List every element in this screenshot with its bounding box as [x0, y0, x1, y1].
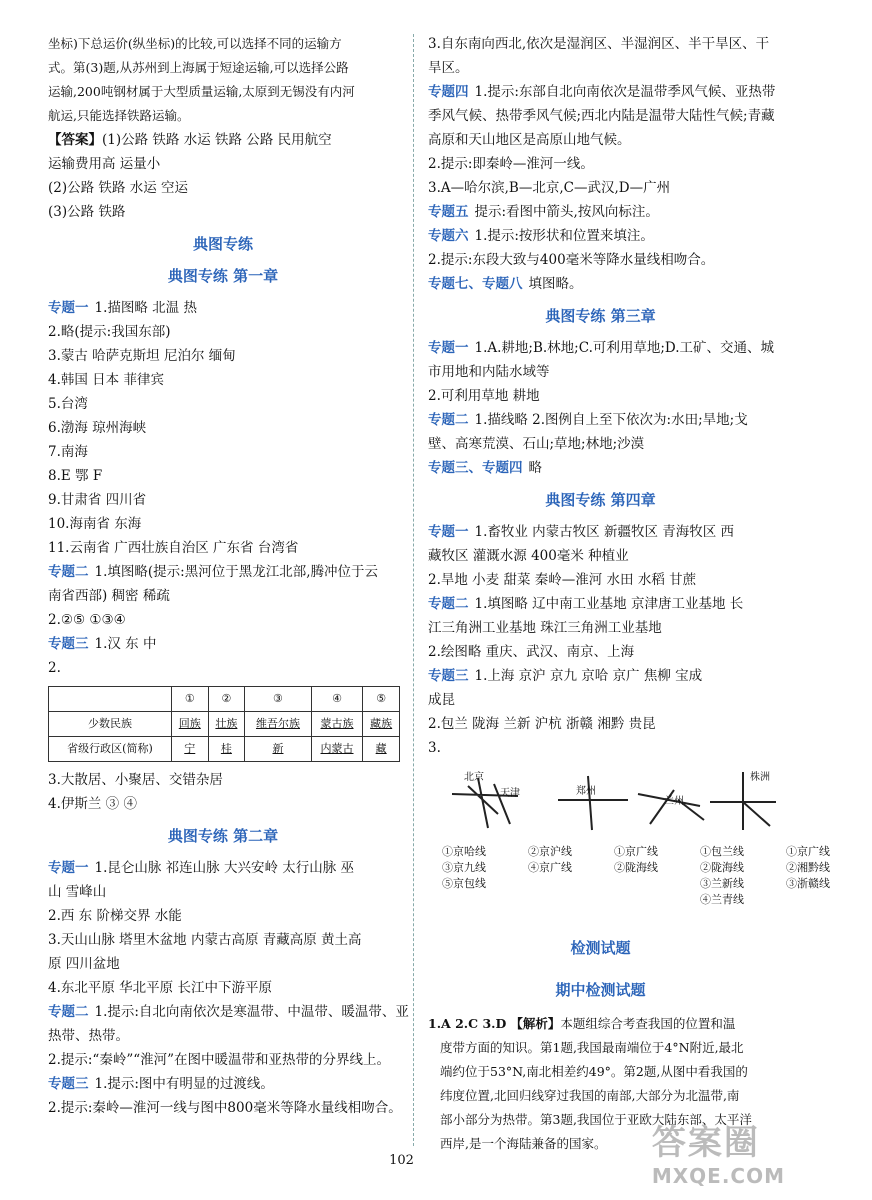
topic-tag: 专题一 [428, 340, 469, 356]
railway-sketch [438, 766, 778, 836]
legend-item: ③兰新线 [700, 877, 744, 890]
list-item [428, 80, 776, 104]
list-item-text: 提示:看图中箭头,按风向标注。 [474, 204, 659, 220]
chapter3-title: 典图专练 第三章 [545, 307, 656, 325]
analysis-line: 西岸,是一个海陆兼备的国家。 [440, 1136, 607, 1151]
list-item [48, 656, 398, 680]
list-item [48, 560, 398, 584]
answer-label: 【答案】 [48, 132, 102, 148]
list-item [48, 1000, 409, 1024]
list-item-text: 2.略(提示:我国东部) [48, 324, 171, 340]
list-item [428, 384, 773, 408]
analysis-line: 部小部分为热带。第3题,我国位于亚欧大陆东部、太平洋 [440, 1112, 752, 1127]
list-item-text: 1.提示:自北向南依次是寒温带、中温带、暖温带、亚 [94, 1004, 409, 1020]
list-item-text: 3. [428, 740, 441, 756]
legend-item: ②陇海线 [700, 861, 744, 874]
answer-line: (2)公路 铁路 水运 空运 [48, 180, 188, 196]
rail-city: 北京 [464, 772, 484, 783]
table-cell: ④ [311, 687, 363, 712]
list-item-text: 藏牧区 灌溉水源 400毫米 种植业 [428, 548, 629, 564]
list-item-text: 4.韩国 日本 菲律宾 [48, 372, 164, 388]
table-cell: ⑤ [363, 687, 400, 712]
list-item [428, 456, 773, 480]
topic-tag: 专题四 [428, 84, 469, 100]
legend-item: ②湘黔线 [786, 861, 830, 874]
list-item [428, 128, 773, 152]
list-item [48, 464, 398, 488]
table-cell [49, 687, 172, 712]
list-item [428, 688, 773, 712]
topic-tag: 专题一 [48, 300, 89, 316]
list-item-text: 原 四川盆地 [48, 956, 120, 972]
list-item-text: 3.自东南向西北,依次是湿润区、半湿润区、半干旱区、干 [428, 36, 770, 52]
list-item-text: 壁、高寒荒漠、石山;草地;林地;沙漠 [428, 436, 645, 452]
list-item [428, 568, 773, 592]
list-item [48, 536, 398, 560]
list-item-text: 2.提示:“秦岭”“淮河”在图中暖温带和亚热带的分界线上。 [48, 1052, 391, 1068]
list-item [428, 200, 773, 224]
list-item [428, 104, 773, 128]
list-item [48, 584, 398, 608]
list-item [428, 592, 773, 616]
topic-tag: 专题二 [428, 596, 469, 612]
list-item [48, 344, 398, 368]
list-item [48, 488, 398, 512]
topic-tag: 专题三、专题四 [428, 460, 523, 476]
list-item-text: 5.台湾 [48, 396, 88, 412]
railway-legend [442, 844, 830, 908]
list-item-text: 2.提示:秦岭—淮河一线与图中800毫米等降水量线相吻合。 [48, 1100, 402, 1116]
watermark [652, 1115, 785, 1188]
list-item [48, 1072, 398, 1096]
railway-diagrams [438, 766, 830, 908]
list-item [48, 856, 398, 880]
chapter4-title: 典图专练 第四章 [545, 491, 656, 509]
table-cell: 省级行政区(简称) [49, 737, 172, 762]
list-item [48, 976, 398, 1000]
test-title: 检测试题 [570, 939, 631, 957]
legend-item: ②京沪线 [528, 845, 572, 858]
list-item [48, 904, 398, 928]
legend-item: ④兰青线 [700, 893, 744, 906]
list-item-text: 1.上海 京沪 京九 京哈 京广 焦柳 宝成 [474, 668, 703, 684]
page-number: 102 [389, 1153, 414, 1168]
watermark-top: 答案圈 [651, 1123, 760, 1163]
list-item-text: 填图略。 [528, 276, 583, 292]
list-item-text: 8.E 鄂 F [48, 468, 103, 484]
legend-item: ①京哈线 [442, 845, 486, 858]
midterm-title: 期中检测试题 [555, 981, 646, 999]
topic-tag: 专题五 [428, 204, 469, 220]
list-item-text: 成昆 [428, 692, 455, 708]
list-item [428, 640, 773, 664]
list-item [428, 360, 773, 384]
chapter2-title: 典图专练 第二章 [167, 827, 279, 845]
chapter3-list [428, 336, 773, 480]
topic-tag: 专题七、专题八 [428, 276, 523, 292]
legend-item: ⑤京包线 [442, 877, 486, 890]
list-item-text: 7.南海 [48, 444, 88, 460]
list-item [48, 368, 398, 392]
list-item-text: 2.提示:东段大致与400毫米等降水量线相吻合。 [428, 252, 715, 268]
intro-line: 航运,只能选择铁路运输。 [48, 108, 190, 123]
topic-tag: 专题六 [428, 228, 469, 244]
topic-tag: 专题一 [48, 860, 89, 876]
list-item [48, 632, 398, 656]
table-cell: 内蒙古 [311, 737, 363, 762]
list-item [428, 544, 773, 568]
list-item [48, 416, 398, 440]
legend-item: ②陇海线 [614, 861, 658, 874]
topic-tag: 专题三 [48, 636, 89, 652]
list-item [428, 408, 773, 432]
topic-tag: 专题二 [48, 564, 89, 580]
right-list-a [428, 32, 776, 296]
list-item [428, 736, 773, 760]
topic-tag: 专题二 [48, 1004, 89, 1020]
list-item-text: 2. [48, 660, 61, 676]
list-item-text: 2.旱地 小麦 甜菜 秦岭—淮河 水田 水稻 甘蔗 [428, 572, 697, 588]
legend-column [614, 844, 700, 908]
list-item [428, 616, 773, 640]
list-item [428, 712, 773, 736]
table-cell: ③ [245, 687, 312, 712]
legend-column [528, 844, 614, 908]
list-item-text: 1.填图略(提示:黑河位于黑龙江北部,腾冲位于云 [94, 564, 378, 580]
list-item [48, 1024, 398, 1048]
list-item [48, 392, 398, 416]
list-item [48, 512, 398, 536]
legend-column [700, 844, 786, 908]
answer-line: (1)公路 铁路 水运 铁路 公路 民用航空 [102, 132, 332, 148]
rail-city: 郑州 [576, 786, 596, 797]
answer-line: (3)公路 铁路 [48, 204, 126, 220]
topic-tag: 专题一 [428, 524, 469, 540]
table-cell: 新 [245, 737, 312, 762]
legend-item: ③浙赣线 [786, 877, 830, 890]
rail-city: 株洲 [750, 772, 770, 783]
list-item-text: 6.渤海 琼州海峡 [48, 420, 147, 436]
list-item-text: 1.昆仑山脉 祁连山脉 大兴安岭 太行山脉 巫 [94, 860, 355, 876]
intro-line: 式。第(3)题,从苏州到上海属于短途运输,可以选择公路 [48, 60, 349, 75]
list-item-text: 2.②⑤ ①③④ [48, 612, 126, 628]
analysis-line: 端约位于53°N,南北相差约49°。第2题,从图中看我国的 [440, 1064, 748, 1079]
legend-column [786, 844, 872, 908]
list-item-text: 10.海南省 东海 [48, 516, 142, 532]
topic-tag: 专题三 [428, 668, 469, 684]
list-item [428, 664, 773, 688]
list-item-text: 2.提示:即秦岭—淮河一线。 [428, 156, 594, 172]
watermark-bottom: MXQE.COM [651, 1164, 785, 1188]
list-item [428, 272, 773, 296]
analysis-label: 【解析】 [510, 1016, 561, 1031]
list-item-text: 1.描线略 2.图例自上至下依次为:水田;旱地;戈 [474, 412, 748, 428]
list-item-text: 3.蒙古 哈萨克斯坦 尼泊尔 缅甸 [48, 348, 236, 364]
list-item [48, 1048, 398, 1072]
list-item [48, 296, 398, 320]
list-item [48, 952, 398, 976]
list-item-text: 1.描图略 北温 热 [94, 300, 197, 316]
list-item: 3.大散居、小聚居、交错杂居 [48, 772, 223, 788]
table-cell: 蒙古族 [311, 712, 363, 737]
list-item-text: 3.A—哈尔滨,B—北京,C—武汉,D—广州 [428, 180, 671, 196]
list-item-text: 江三角洲工业基地 珠江三角洲工业基地 [428, 620, 662, 636]
rail-city: 兰州 [664, 796, 684, 807]
list-item-text: 1.填图略 辽中南工业基地 京津唐工业基地 长 [474, 596, 744, 612]
list-item-text: 市用地和内陆水域等 [428, 364, 550, 380]
list-item-text: 热带、热带。 [48, 1028, 129, 1044]
analysis-line: 纬度位置,北回归线穿过我国的南部,大部分为北温带,南 [440, 1088, 740, 1103]
list-item-text: 1.畜牧业 内蒙古牧区 新疆牧区 青海牧区 西 [474, 524, 735, 540]
table-cell: 藏族 [363, 712, 400, 737]
legend-item: ①包兰线 [700, 845, 744, 858]
list-item [428, 176, 773, 200]
chapter4-list [428, 520, 773, 760]
intro-line: 坐标)下总运价(纵坐标)的比较,可以选择不同的运输方 [48, 36, 342, 51]
legend-item: ④京广线 [528, 861, 572, 874]
table-cell: ① [171, 687, 208, 712]
after-table-list [48, 768, 398, 816]
list-item-text: 1.提示:按形状和位置来填注。 [474, 228, 654, 244]
topic-tag: 专题二 [428, 412, 469, 428]
legend-item: ③京九线 [442, 861, 486, 874]
answer-block [48, 128, 398, 224]
list-item-text: 季风气候、热带季风气候;西北内陆是温带大陆性气候;青藏 [428, 108, 775, 124]
list-item [428, 152, 773, 176]
ethnic-table [48, 686, 400, 762]
intro-paragraph [48, 32, 398, 128]
table-cell: 回族 [171, 712, 208, 737]
list-item [48, 320, 398, 344]
answer-line: 运输费用高 运量小 [48, 156, 161, 172]
list-item-text: 3.天山山脉 塔里木盆地 内蒙古高原 青藏高原 黄土高 [48, 932, 362, 948]
list-item [428, 248, 773, 272]
column-divider [413, 34, 414, 1146]
section-title: 典图专练 [192, 235, 253, 253]
list-item-text: 1.汉 东 中 [94, 636, 157, 652]
list-item [48, 1096, 402, 1120]
list-item [428, 432, 773, 456]
answers-head: 1.A 2.C 3.D [428, 1016, 507, 1031]
list-item [428, 336, 773, 360]
list-item [428, 56, 773, 80]
list-item [48, 608, 398, 632]
list-item [48, 928, 398, 952]
chapter1-list [48, 296, 398, 680]
legend-item: ①京广线 [614, 845, 658, 858]
table-cell: 藏 [363, 737, 400, 762]
table-cell: ② [208, 687, 245, 712]
list-item-text: 南省西部) 稠密 稀疏 [48, 588, 170, 604]
list-item-text: 旱区。 [428, 60, 469, 76]
right-column [428, 32, 830, 1156]
list-item [48, 440, 398, 464]
list-item-text: 4.东北平原 华北平原 长江中下游平原 [48, 980, 272, 996]
list-item-text: 1.A.耕地;B.林地;C.可利用草地;D.工矿、交通、城 [474, 340, 775, 356]
list-item-text: 11.云南省 广西壮族自治区 广东省 台湾省 [48, 540, 299, 556]
list-item-text: 2.包兰 陇海 兰新 沪杭 浙赣 湘黔 贵昆 [428, 716, 656, 732]
legend-column [442, 844, 528, 908]
list-item-text: 1.提示:图中有明显的过渡线。 [94, 1076, 274, 1092]
table-cell: 壮族 [208, 712, 245, 737]
topic-tag: 专题三 [48, 1076, 89, 1092]
list-item-text: 高原和天山地区是高原山地气候。 [428, 132, 631, 148]
list-item [428, 32, 773, 56]
analysis-line: 本题组综合考查我国的位置和温 [560, 1016, 736, 1031]
list-item [428, 224, 773, 248]
table-cell: 宁 [171, 737, 208, 762]
left-column [48, 32, 409, 1120]
list-item-text: 略 [528, 460, 542, 476]
list-item-text: 9.甘肃省 四川省 [48, 492, 147, 508]
table-cell: 维吾尔族 [245, 712, 312, 737]
intro-line: 运输,200吨钢材属于大型质量运输,太原到无锡没有内河 [48, 84, 355, 99]
analysis-line: 度带方面的知识。第1题,我国最南端位于4°N附近,最北 [440, 1040, 744, 1055]
rail-city: 天津 [500, 788, 520, 799]
list-item: 4.伊斯兰 ③ ④ [48, 796, 137, 812]
list-item-text: 2.可利用草地 耕地 [428, 388, 540, 404]
legend-item: ①京广线 [786, 845, 830, 858]
table-cell: 桂 [208, 737, 245, 762]
list-item [428, 520, 773, 544]
list-item [48, 880, 398, 904]
list-item-text: 山 雪峰山 [48, 884, 107, 900]
table-cell: 少数民族 [49, 712, 172, 737]
chapter2-list [48, 856, 409, 1120]
list-item-text: 2.西 东 阶梯交界 水能 [48, 908, 182, 924]
list-item-text: 2.绘图略 重庆、武汉、南京、上海 [428, 644, 635, 660]
chapter1-title: 典图专练 第一章 [167, 267, 279, 285]
list-item-text: 1.提示:东部自北向南依次是温带季风气候、亚热带 [474, 84, 776, 100]
